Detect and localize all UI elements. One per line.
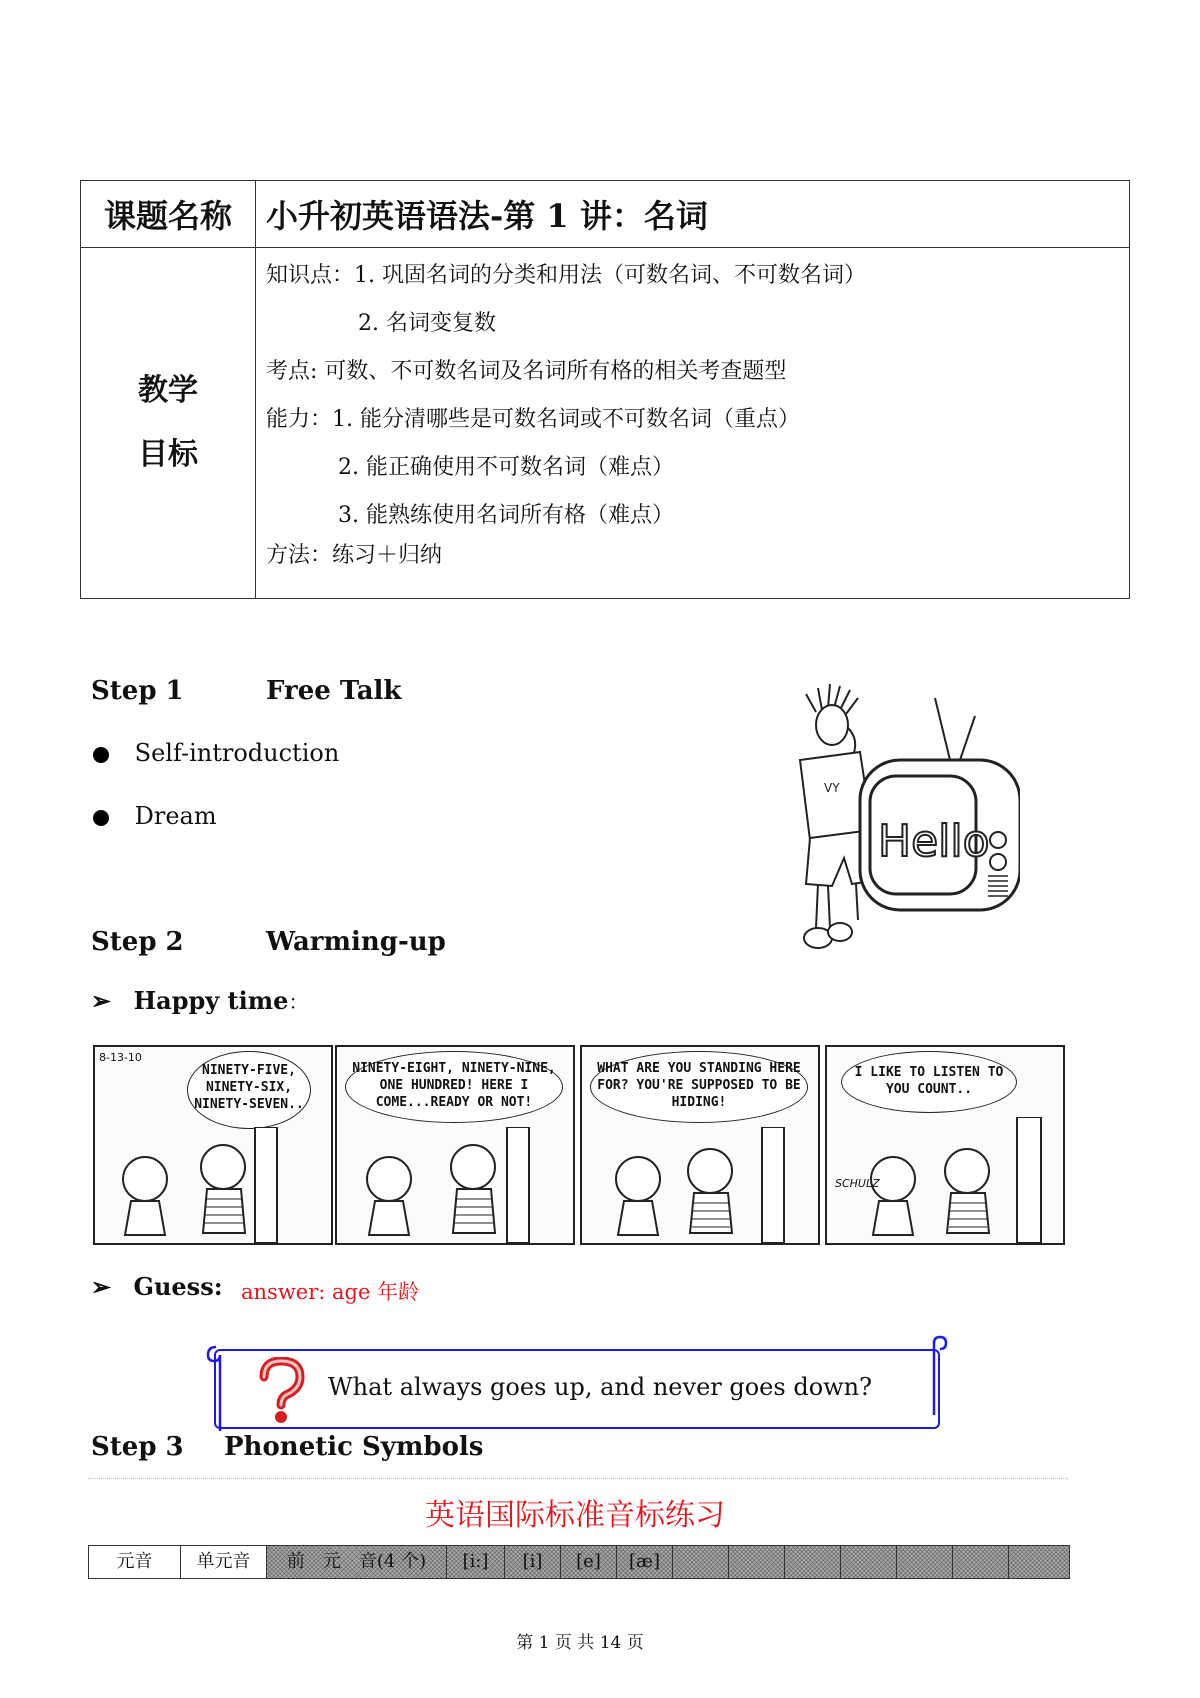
comic-characters-illustration <box>582 1127 818 1243</box>
guess-answer: answer: age 年龄 <box>241 1280 420 1304</box>
happy-time-heading: ➢ Happy time： <box>91 986 309 1015</box>
bullet-dot-icon <box>93 810 109 826</box>
bullet-dot-icon <box>93 747 109 763</box>
comic-characters-illustration <box>337 1127 573 1243</box>
phonetic-cell: 前 元 音(4 个) <box>267 1546 447 1578</box>
tv-screen-text: Hello <box>878 816 990 867</box>
speech-bubble: NINETY-EIGHT, NINETY-NINE, ONE HUNDRED! HERE I COME...READY OR NOT! <box>345 1051 563 1123</box>
goals-label-line2: 目标 <box>138 437 198 472</box>
question-mark-icon <box>254 1357 308 1425</box>
phonetic-cell: 元音 <box>89 1546 181 1578</box>
step2-label: Step 2 <box>91 927 184 957</box>
goals-label <box>81 248 256 599</box>
phonetic-empty-cell <box>785 1546 841 1578</box>
phonetic-empty-cell <box>673 1546 729 1578</box>
step3-title: Phonetic Symbols <box>224 1432 484 1462</box>
goal-line: 3. 能熟练使用名词所有格（难点） <box>338 503 674 528</box>
comic-characters-illustration <box>95 1127 331 1243</box>
speech-bubble: I LIKE TO LISTEN TO YOU COUNT.. <box>841 1051 1017 1113</box>
topic-title: 小升初英语语法-第 1 讲：名词 <box>256 181 1130 248</box>
comic-panel <box>825 1045 1065 1245</box>
goal-line: 能力：1. 能分清哪些是可数名词或不可数名词（重点） <box>266 407 800 432</box>
step1-label: Step 1 <box>91 676 184 706</box>
phonetic-heading: 英语国际标准音标练习 <box>425 1498 725 1533</box>
scroll-curl-right-icon <box>928 1333 948 1425</box>
comic-panel <box>335 1045 575 1245</box>
bullet-item: Self-introduction <box>93 739 339 767</box>
phonetic-table <box>88 1545 1070 1579</box>
goal-line: 知识点：1. 巩固名词的分类和用法（可数名词、不可数名词） <box>266 263 866 288</box>
phonetic-cell: [e] <box>561 1546 617 1578</box>
goals-label-line1: 教学 <box>138 373 198 408</box>
goal-line: 2. 名词变复数 <box>358 311 496 336</box>
riddle-scroll-box <box>214 1349 940 1429</box>
section-divider <box>88 1478 1068 1479</box>
phonetic-empty-cell <box>841 1546 897 1578</box>
phonetic-empty-cell <box>1009 1546 1069 1578</box>
arrow-bullet-icon: ➢ <box>91 1272 112 1301</box>
comic-panel <box>580 1045 820 1245</box>
comic-date: 8-13-10 <box>99 1051 142 1064</box>
lesson-info-table <box>80 180 1130 599</box>
speech-bubble: NINETY-FIVE, NINETY-SIX, NINETY-SEVEN.. <box>187 1051 311 1129</box>
comic-panel <box>93 1045 333 1245</box>
goal-line: 方法：练习＋归纳 <box>266 543 443 568</box>
phonetic-empty-cell <box>953 1546 1009 1578</box>
goal-line: 2. 能正确使用不可数名词（难点） <box>338 455 674 480</box>
phonetic-cell: 单元音 <box>181 1546 267 1578</box>
phonetic-cell: [æ] <box>617 1546 673 1578</box>
shirt-logo: VY <box>824 781 840 795</box>
phonetic-empty-cell <box>729 1546 785 1578</box>
phonetic-cell: [i] <box>505 1546 561 1578</box>
phonetic-cell: [i:] <box>447 1546 505 1578</box>
page-footer: 第 1 页 共 14 页 <box>516 1633 644 1653</box>
arrow-bullet-icon: ➢ <box>91 986 112 1015</box>
step2-title: Warming-up <box>266 927 446 957</box>
step1-title: Free Talk <box>266 676 402 706</box>
speech-bubble: WHAT ARE YOU STANDING HERE FOR? YOU'RE SUPPOSED TO BE HIDING! <box>590 1051 808 1123</box>
bullet-item: Dream <box>93 802 217 830</box>
scroll-curl-left-icon <box>206 1343 226 1435</box>
topic-label: 课题名称 <box>81 181 256 248</box>
step3-label: Step 3 <box>91 1432 184 1462</box>
goal-line: 考点: 可数、不可数名词及名词所有格的相关考查题型 <box>266 359 787 384</box>
tv-cartoon-illustration <box>760 680 1020 970</box>
goals-content <box>256 248 1130 599</box>
guess-heading: ➢ Guess: <box>91 1272 223 1301</box>
phonetic-empty-cell <box>897 1546 953 1578</box>
comic-signature: SCHULZ <box>835 1177 880 1190</box>
riddle-text: What always goes up, and never goes down? <box>328 1373 873 1401</box>
